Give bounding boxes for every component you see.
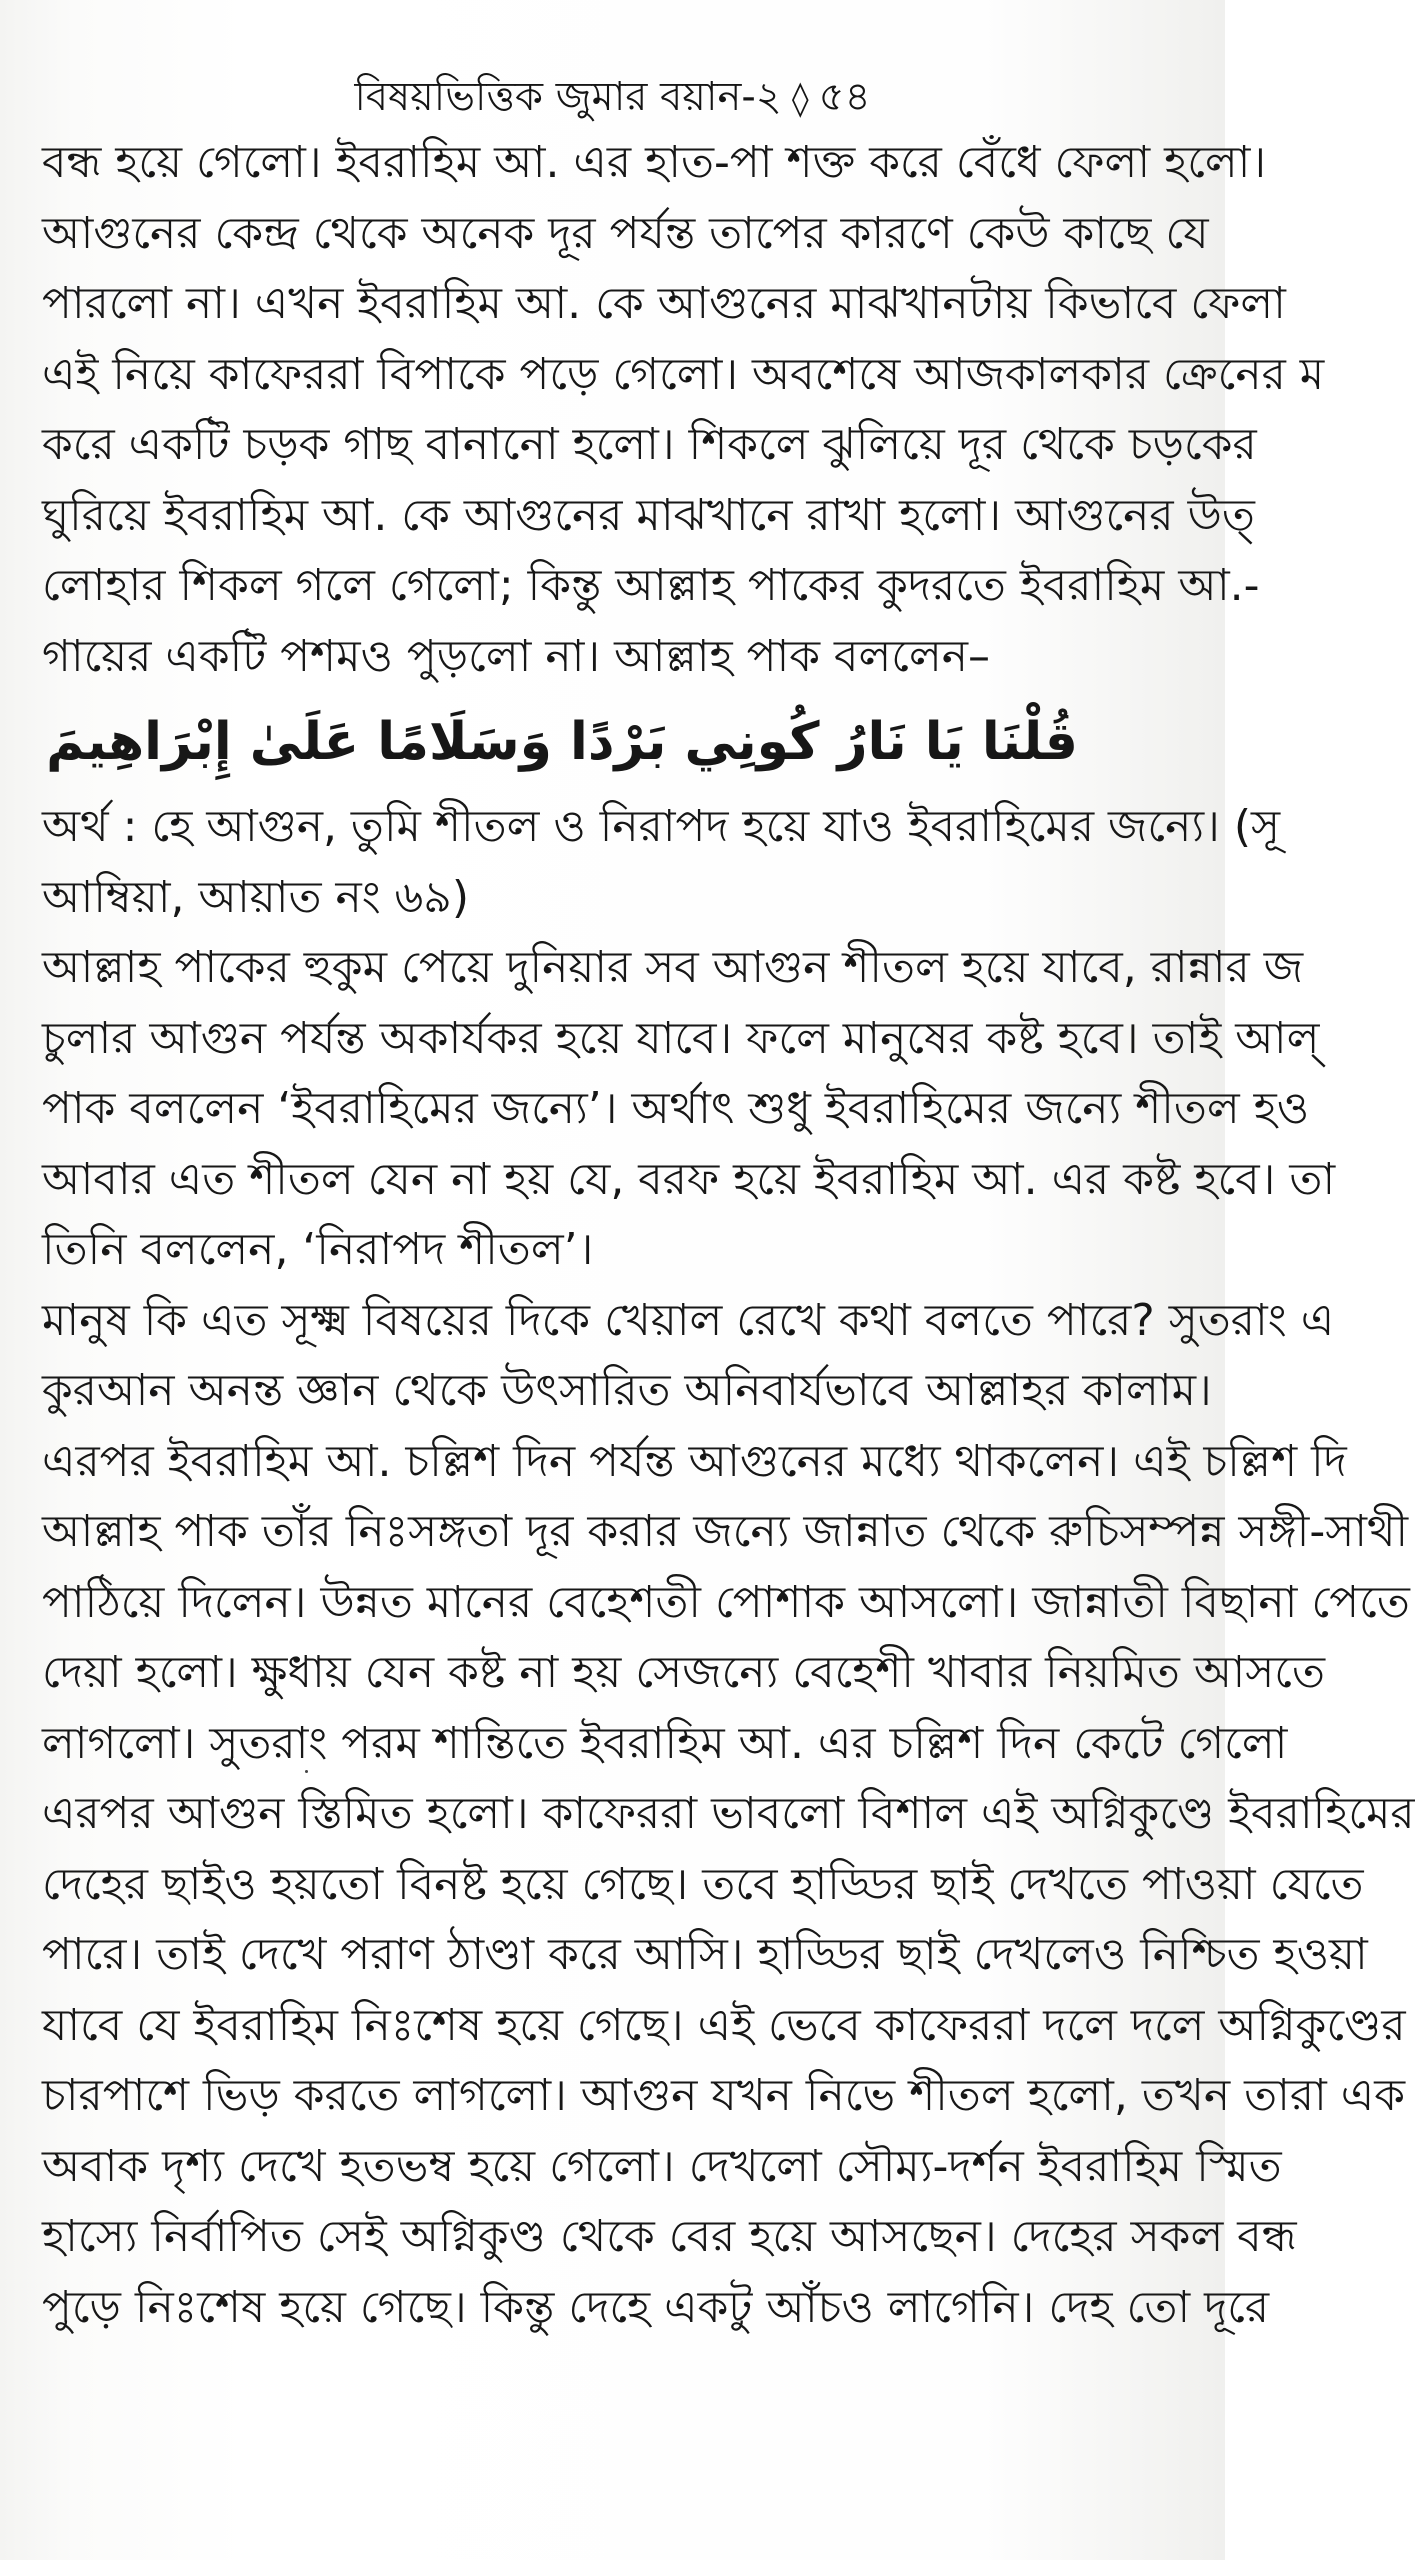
text-line: লোহার শিকল গলে গেলো; কিন্তু আল্লাহ পাকের কুদরতে ইবরাহিম আ.- — [42, 560, 1260, 611]
running-header — [0, 62, 1225, 132]
header-title: বিষয়ভিত্তিক জুমার বয়ান-২ — [354, 74, 782, 120]
text-line: গায়ের একটি পশমও পুড়লো না। আল্লাহ পাক বললেন– — [42, 630, 991, 682]
text-line: অর্থ : হে আগুন, তুমি শীতল ও নিরাপদ হয়ে যাও ইবরাহিমের জন্যে। (সূ — [42, 801, 1281, 852]
text-line: মানুষ কি এত সূক্ষ্ম বিষয়ের দিকে খেয়াল রেখে কথা বলতে পারে? সুতরাং এ — [42, 1294, 1335, 1346]
text-line: দেহের ছাইও হয়তো বিনষ্ট হয়ে গেছে। তবে হাড্ডির ছাই দেখতে পাওয়া যেতে — [42, 1858, 1364, 1910]
text-line: চারপাশে ভিড় করতে লাগলো। আগুন যখন নিভে শীতল হলো, তখন তারা এক — [42, 2070, 1406, 2121]
paper-speck — [305, 1770, 308, 1773]
text-line: এরপর ইবরাহিম আ. চল্লিশ দিন পর্যন্ত আগুনের মধ্যে থাকলেন। এই চল্লিশ দি — [42, 1435, 1347, 1487]
text-line: এই নিয়ে কাফেররা বিপাকে পড়ে গেলো। অবশেষে আজকালকার ক্রেনের ম — [42, 348, 1325, 400]
text-line: পারলো না। এখন ইবরাহিম আ. কে আগুনের মাঝখানটায় কিভাবে ফেলা — [42, 278, 1286, 329]
quran-verse: قُلْنَا يَا نَارُ كُونِي بَرْدًا وَسَلَامًا عَلَىٰ إِبْرَاهِيمَ — [46, 712, 1078, 772]
text-line: পারে। তাই দেখে পরাণ ঠাণ্ডা করে আসি। হাড্ডির ছাই দেখলেও নিশ্চিত হওয়া — [42, 1929, 1368, 1980]
text-line: অবাক দৃশ্য দেখে হতভম্ব হয়ে গেলো। দেখলো সৌম্য-দর্শন ইবরাহিম স্মিত — [42, 2140, 1282, 2192]
text-line: তিনি বললেন, ‘নিরাপদ শীতল’। — [42, 1224, 594, 1275]
text-line: পাক বললেন ‘ইবরাহিমের জন্যে’। অর্থাৎ শুধু ইবরাহিমের জন্যে শীতল হও — [42, 1083, 1310, 1134]
text-line: এরপর আগুন স্তিমিত হলো। কাফেররা ভাবলো বিশাল এই অগ্নিকুণ্ডে ইবরাহিমের — [42, 1788, 1415, 1839]
diamond-ornament-icon: ◊ — [791, 79, 809, 119]
text-line: হাস্যে নির্বাপিত সেই অগ্নিকুণ্ড থেকে বের হয়ে আসছেন। দেহের সকল বন্ধ — [42, 2211, 1297, 2262]
text-line: যাবে যে ইবরাহিম নিঃশেষ হয়ে গেছে। এই ভেবে কাফেররা দলে দলে অগ্নিকুণ্ডের — [42, 1999, 1406, 2051]
text-line: আম্বিয়া, আয়াত নং ৬৯) — [42, 871, 469, 923]
body-text — [42, 128, 1415, 2343]
text-line: পুড়ে নিঃশেষ হয়ে গেছে। কিন্তু দেহে একটু আঁচও লাগেনি। দেহ তো দূরে — [42, 2281, 1270, 2333]
text-line: পাঠিয়ে দিলেন। উন্নত মানের বেহেশতী পোশাক আসলো। জান্নাতী বিছানা পেতে — [42, 1576, 1410, 1628]
text-line: লাগলো। সুতরাং পরম শান্তিতে ইবরাহিম আ. এর চল্লিশ দিন কেটে গেলো — [42, 1717, 1288, 1769]
text-line: করে একটি চড়ক গাছ বানানো হলো। শিকলে ঝুলিয়ে দূর থেকে চড়কের — [42, 419, 1257, 470]
text-line: আবার এত শীতল যেন না হয় যে, বরফ হয়ে ইবরাহিম আ. এর কষ্ট হবে। তা — [42, 1153, 1336, 1205]
text-line: বন্ধ হয়ে গেলো। ইবরাহিম আ. এর হাত-পা শক্ত করে বেঁধে ফেলা হলো। — [42, 137, 1267, 188]
page-number: ৫৪ — [818, 74, 871, 120]
text-line: কুরআন অনন্ত জ্ঞান থেকে উৎসারিত অনিবার্যভাবে আল্লাহর কালাম। — [42, 1365, 1212, 1416]
text-line: আল্লাহ পাকের হুকুম পেয়ে দুনিয়ার সব আগুন শীতল হয়ে যাবে, রান্নার জ — [42, 942, 1304, 993]
text-line: দেয়া হলো। ক্ষুধায় যেন কষ্ট না হয় সেজন্যে বেহেশী খাবার নিয়মিত আসতে — [42, 1647, 1325, 1698]
text-line: চুলার আগুন পর্যন্ত অকার্যকর হয়ে যাবে। ফলে মানুষের কষ্ট হবে। তাই আল্ — [42, 1012, 1320, 1064]
text-line: আল্লাহ পাক তাঁর নিঃসঙ্গতা দূর করার জন্যে জান্নাত থেকে রুচিসম্পন্ন সঙ্গী-সাথী — [42, 1506, 1409, 1557]
text-line: ঘুরিয়ে ইবরাহিম আ. কে আগুনের মাঝখানে রাখা হলো। আগুনের উত্ — [42, 489, 1255, 541]
text-line: আগুনের কেন্দ্র থেকে অনেক দূর পর্যন্ত তাপের কারণে কেউ কাছে যে — [42, 207, 1209, 259]
